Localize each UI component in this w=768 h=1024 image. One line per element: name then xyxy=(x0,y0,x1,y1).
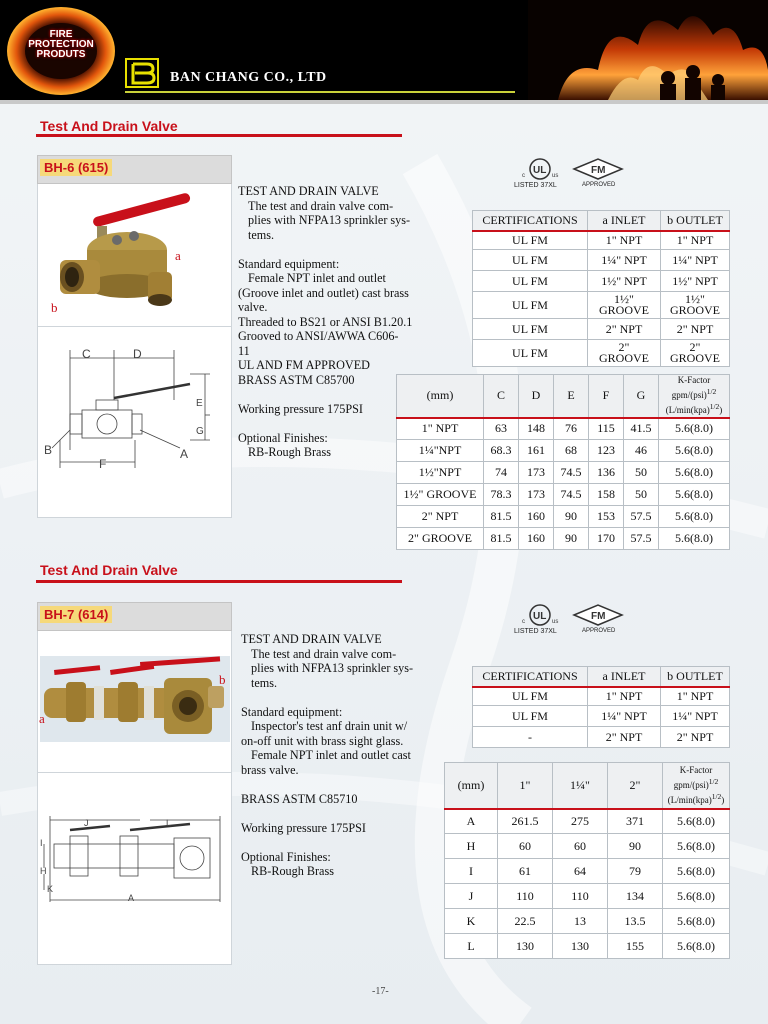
dim-label-c: C xyxy=(82,347,91,361)
table-cell: 123 xyxy=(589,440,624,462)
table-cell: 115 xyxy=(589,418,624,440)
table-cell: 64 xyxy=(553,859,608,884)
table-cell: 90 xyxy=(608,834,663,859)
header-stripe xyxy=(0,100,768,104)
table-cell: 5.6(8.0) xyxy=(663,909,730,934)
table-row xyxy=(445,909,730,934)
table-cell: 63 xyxy=(484,418,519,440)
dim-label-i: I xyxy=(40,838,43,848)
ul-fm-logo-icon xyxy=(514,157,634,183)
table-cell: 148 xyxy=(519,418,554,440)
table-cell: 74.5 xyxy=(554,462,589,484)
approved-label: APPROVED xyxy=(582,628,616,634)
svg-text:us: us xyxy=(552,173,559,179)
table-cell: 57.5 xyxy=(624,528,659,550)
svg-text:FM: FM xyxy=(591,611,606,622)
table-cell: 60 xyxy=(498,834,553,859)
table-cell: 160 xyxy=(519,506,554,528)
table-cell: UL FM xyxy=(473,250,588,271)
table-cell: 2" NPT xyxy=(588,319,661,340)
table-cell: 5.6(8.0) xyxy=(659,462,730,484)
panel-divider xyxy=(37,326,232,327)
table-cell: UL FM xyxy=(473,271,588,292)
table-cell: 60 xyxy=(553,834,608,859)
certification-logos xyxy=(514,157,634,191)
table-cell: 110 xyxy=(498,884,553,909)
table-cell: UL FM xyxy=(473,340,588,367)
table-cell: 1" NPT xyxy=(588,687,661,706)
table-cell: A xyxy=(445,809,498,834)
table-cell: 50 xyxy=(624,462,659,484)
table-cell: 173 xyxy=(519,484,554,506)
svg-text:us: us xyxy=(552,619,559,625)
table-cell: 5.6(8.0) xyxy=(663,859,730,884)
table-cell: 2" GROOVE xyxy=(661,340,730,367)
table-cell: UL FM xyxy=(473,231,588,250)
page-header xyxy=(0,0,768,104)
table-cell: I xyxy=(445,859,498,884)
table-row xyxy=(445,809,730,834)
dim-label-h: H xyxy=(40,866,47,876)
col-header: E xyxy=(554,375,589,418)
company-name: BAN CHANG CO., LTD xyxy=(170,70,327,85)
table-cell: 1¼"NPT xyxy=(397,440,484,462)
listed-label: LISTED 37XL xyxy=(514,628,557,635)
table-cell: 110 xyxy=(553,884,608,909)
col-header: (mm) xyxy=(445,763,498,809)
table-row xyxy=(473,292,730,319)
dim-label-a: A xyxy=(128,893,135,903)
table-cell: 1½"NPT xyxy=(397,462,484,484)
certification-table xyxy=(472,666,730,748)
header-underline xyxy=(125,91,515,93)
panel-divider xyxy=(37,772,232,773)
table-cell: 5.6(8.0) xyxy=(659,506,730,528)
callout-a: a xyxy=(175,248,181,263)
dim-label-d: D xyxy=(133,347,142,361)
table-cell: 1" NPT xyxy=(661,687,730,706)
listed-label: LISTED 37XL xyxy=(514,182,557,189)
table-cell: 275 xyxy=(553,809,608,834)
table-row xyxy=(473,706,730,727)
table-cell: 136 xyxy=(589,462,624,484)
table-cell: J xyxy=(445,884,498,909)
svg-text:FM: FM xyxy=(591,165,606,176)
model-number: BH-7 (614) xyxy=(40,606,112,623)
dim-label-e: E xyxy=(196,398,203,409)
table-cell: 74.5 xyxy=(554,484,589,506)
col-header: D xyxy=(519,375,554,418)
table-cell: 2" NPT xyxy=(661,319,730,340)
dim-label-g: G xyxy=(196,426,204,437)
model-number: BH-6 (615) xyxy=(40,159,112,176)
table-cell: 13 xyxy=(553,909,608,934)
table-cell: 81.5 xyxy=(484,528,519,550)
col-header: b OUTLET xyxy=(661,211,730,231)
table-cell: 155 xyxy=(608,934,663,959)
table-cell: 170 xyxy=(589,528,624,550)
table-cell: 2" NPT xyxy=(661,727,730,748)
table-cell: L xyxy=(445,934,498,959)
table-row xyxy=(473,687,730,706)
table-cell: 5.6(8.0) xyxy=(659,440,730,462)
company-logo-icon xyxy=(125,58,159,88)
kfactor-header: K-Factor gpm/(psi)$^{1/2}$ (L/min(kpa)$^{1/2}$) xyxy=(659,375,730,418)
table-cell: 2" GROOVE xyxy=(397,528,484,550)
table-row xyxy=(473,250,730,271)
table-cell: 5.6(8.0) xyxy=(663,809,730,834)
valve-photo xyxy=(52,186,212,316)
svg-text:UL: UL xyxy=(533,611,547,622)
table-cell: 22.5 xyxy=(498,909,553,934)
col-header: 1¼" xyxy=(553,763,608,809)
table-cell: 1¼" NPT xyxy=(588,250,661,271)
dimension-table xyxy=(396,374,730,550)
table-cell: 261.5 xyxy=(498,809,553,834)
table-cell: 79 xyxy=(608,859,663,884)
col-header: C xyxy=(484,375,519,418)
table-cell: 81.5 xyxy=(484,506,519,528)
table-row xyxy=(397,484,730,506)
table-cell: 57.5 xyxy=(624,506,659,528)
table-cell: 1¼" NPT xyxy=(661,706,730,727)
ul-fm-logo-icon xyxy=(514,603,634,629)
table-cell: 1" NPT xyxy=(397,418,484,440)
col-header: a INLET xyxy=(588,211,661,231)
table-cell: 2" NPT xyxy=(588,727,661,748)
table-cell: 1" NPT xyxy=(588,231,661,250)
table-cell: 5.6(8.0) xyxy=(659,528,730,550)
table-cell: 1½" NPT xyxy=(661,271,730,292)
col-header: (mm) xyxy=(397,375,484,418)
section-title: Test And Drain Valve xyxy=(40,562,178,578)
table-cell: 5.6(8.0) xyxy=(663,884,730,909)
table-row xyxy=(397,528,730,550)
table-cell: 76 xyxy=(554,418,589,440)
table-cell: UL FM xyxy=(473,706,588,727)
valve-photo xyxy=(40,656,230,742)
table-cell: 153 xyxy=(589,506,624,528)
table-cell: - xyxy=(473,727,588,748)
table-cell: 1" NPT xyxy=(661,231,730,250)
table-cell: 74 xyxy=(484,462,519,484)
table-row xyxy=(445,884,730,909)
table-row xyxy=(445,834,730,859)
dim-label-b: B xyxy=(44,443,53,457)
table-cell: 61 xyxy=(498,859,553,884)
table-row xyxy=(397,462,730,484)
table-cell: 41.5 xyxy=(624,418,659,440)
table-cell: 130 xyxy=(498,934,553,959)
table-cell: 371 xyxy=(608,809,663,834)
page-number: -17- xyxy=(372,986,389,997)
table-cell: 1½" NPT xyxy=(588,271,661,292)
certification-logos xyxy=(514,603,634,637)
table-cell: 130 xyxy=(553,934,608,959)
callout-a: a xyxy=(39,711,45,726)
section-title: Test And Drain Valve xyxy=(40,118,178,134)
table-cell: 134 xyxy=(608,884,663,909)
table-cell: 173 xyxy=(519,462,554,484)
table-row xyxy=(445,934,730,959)
table-cell: 50 xyxy=(624,484,659,506)
table-cell: 5.6(8.0) xyxy=(659,418,730,440)
kfactor-header: K-Factor gpm/(psi)$^{1/2}$ (L/min(kpa)$^{1/2}$) xyxy=(663,763,730,809)
table-row xyxy=(397,440,730,462)
table-row xyxy=(397,418,730,440)
table-cell: 90 xyxy=(554,506,589,528)
col-header: F xyxy=(589,375,624,418)
table-cell: K xyxy=(445,909,498,934)
col-header: 1" xyxy=(498,763,553,809)
callout-b: b xyxy=(219,672,226,687)
product-description: TEST AND DRAIN VALVE The test and drain valve com- plies with NFPA13 sprinkler sys- tems. Standard equipment: Inspector's test anf drain unit w/ on-off unit with brass sight glass. Female NPT inlet and outlet cast brass valve. BRASS ASTM C85710 Working pressure 175PSI Optional Finishes: RB-Rough Brass xyxy=(241,632,414,878)
svg-text:c: c xyxy=(522,619,525,625)
table-cell: 13.5 xyxy=(608,909,663,934)
table-cell: 1½" GROOVE xyxy=(661,292,730,319)
table-cell: 5.6(8.0) xyxy=(659,484,730,506)
dim-label-k: K xyxy=(47,884,54,894)
dim-label-f: F xyxy=(99,457,107,471)
approved-label: APPROVED xyxy=(582,182,616,188)
product-description: TEST AND DRAIN VALVE The test and drain valve com- plies with NFPA13 sprinkler sys- tems. Standard equipment: Female NPT inlet and outlet (Groove inlet and outlet) cast brass valve. Threaded to BS21 or ANSI B1.20.1 Grooved to ANSI/AWWA C606- 11 UL AND FM APPROVED BRASS ASTM C85700 Working pressure 175PSI Optional Finishes: RB-Rough Brass xyxy=(238,184,413,459)
table-cell: 68.3 xyxy=(484,440,519,462)
section-rule xyxy=(36,134,402,137)
col-header: 2" xyxy=(608,763,663,809)
section-rule xyxy=(36,580,402,583)
table-cell: 161 xyxy=(519,440,554,462)
col-header: b OUTLET xyxy=(661,667,730,687)
col-header: CERTIFICATIONS xyxy=(473,667,588,687)
table-cell: H xyxy=(445,834,498,859)
table-cell: 2" GROOVE xyxy=(588,340,661,367)
table-row xyxy=(473,271,730,292)
dim-label-a: A xyxy=(180,447,189,461)
table-cell: 158 xyxy=(589,484,624,506)
firefighters-photo xyxy=(528,0,768,100)
table-cell: UL FM xyxy=(473,292,588,319)
dimension-table xyxy=(444,762,730,959)
table-cell: UL FM xyxy=(473,687,588,706)
table-row xyxy=(473,340,730,367)
logo-badge-text: FIRE PROTECTION PRODUTS xyxy=(28,29,94,60)
certification-table xyxy=(472,210,730,367)
svg-text:c: c xyxy=(522,173,525,179)
table-cell: 78.3 xyxy=(484,484,519,506)
table-cell: 160 xyxy=(519,528,554,550)
callout-b: b xyxy=(51,300,58,315)
table-row xyxy=(445,859,730,884)
table-cell: 68 xyxy=(554,440,589,462)
dim-label-j: J xyxy=(84,818,89,828)
table-cell: 1½" GROOVE xyxy=(588,292,661,319)
table-cell: UL FM xyxy=(473,319,588,340)
table-row xyxy=(397,506,730,528)
table-cell: 1¼" NPT xyxy=(588,706,661,727)
table-cell: 5.6(8.0) xyxy=(663,934,730,959)
table-row xyxy=(473,727,730,748)
table-cell: 5.6(8.0) xyxy=(663,834,730,859)
dim-label-l: L xyxy=(166,818,172,828)
table-cell: 1½" GROOVE xyxy=(397,484,484,506)
table-cell: 1¼" NPT xyxy=(661,250,730,271)
col-header: a INLET xyxy=(588,667,661,687)
svg-text:UL: UL xyxy=(533,165,547,176)
table-cell: 2" NPT xyxy=(397,506,484,528)
table-cell: 46 xyxy=(624,440,659,462)
col-header: G xyxy=(624,375,659,418)
table-cell: 90 xyxy=(554,528,589,550)
col-header: CERTIFICATIONS xyxy=(473,211,588,231)
table-row xyxy=(473,319,730,340)
table-row xyxy=(473,231,730,250)
